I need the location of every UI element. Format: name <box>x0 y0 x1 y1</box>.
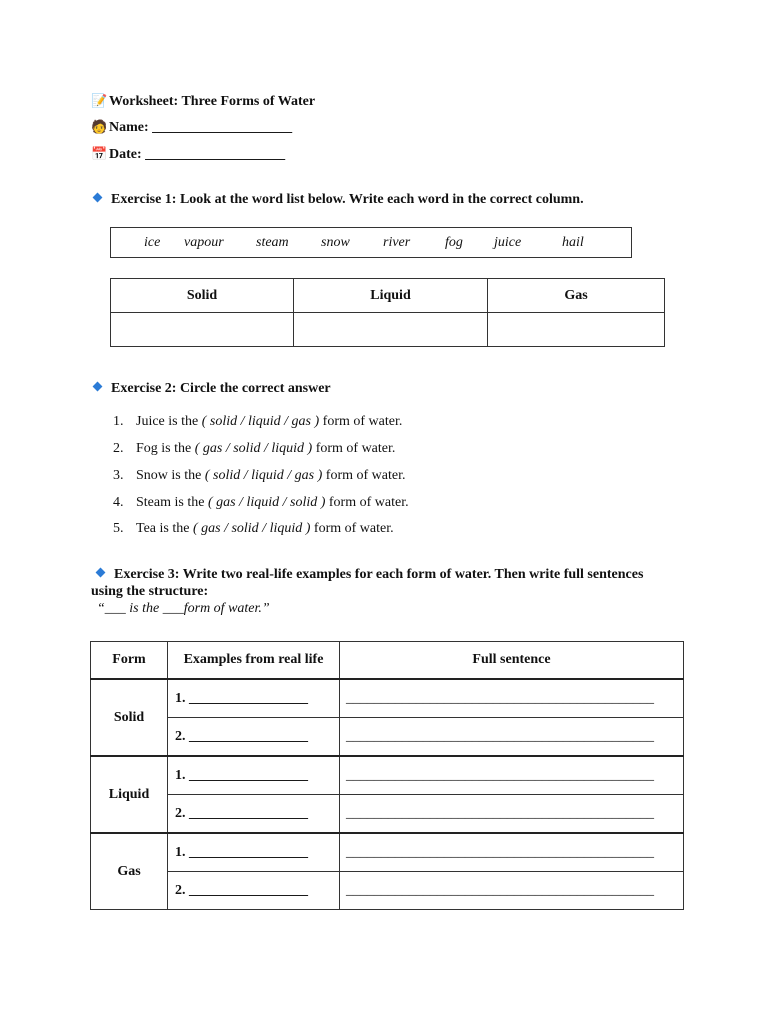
example-blank[interactable]: 1. _________________ <box>168 756 340 795</box>
sentence-blank[interactable]: ____________________________________________ <box>340 756 684 795</box>
word-item: juice <box>494 235 522 250</box>
sentence-blank[interactable]: ____________________________________________ <box>340 872 684 910</box>
bullet-icon <box>96 568 106 578</box>
examples-table <box>90 641 684 910</box>
word-item: hail <box>562 235 584 250</box>
answer-cell-solid[interactable] <box>111 313 294 347</box>
word-item: snow <box>321 235 350 250</box>
header-form: Form <box>91 642 168 680</box>
answer-cell-liquid[interactable] <box>294 313 488 347</box>
column-header-liquid: Liquid <box>294 279 488 313</box>
sort-table <box>110 278 665 347</box>
word-item: river <box>383 235 411 250</box>
sentence-blank[interactable]: ____________________________________________ <box>340 795 684 834</box>
example-blank[interactable]: 2. _________________ <box>168 872 340 910</box>
bullet-icon <box>93 193 103 203</box>
form-label-liquid: Liquid <box>91 756 168 833</box>
word-item: vapour <box>184 235 224 250</box>
name-line[interactable]: 🧑 Name: ____________________ <box>91 120 293 135</box>
sentence-blank[interactable]: ____________________________________________ <box>340 679 684 718</box>
worksheet-title: 📝 Worksheet: Three Forms of Water <box>91 94 316 109</box>
answer-cell-gas[interactable] <box>488 313 665 347</box>
word-item: ice <box>144 235 161 250</box>
word-item: fog <box>445 235 463 250</box>
question-item[interactable]: 2. Fog is the ( gas / solid / liquid ) form of water. <box>113 441 396 456</box>
bullet-icon <box>93 382 103 392</box>
example-blank[interactable]: 1. _________________ <box>168 679 340 718</box>
memo-icon: 📝 <box>91 94 108 109</box>
header-sentence: Full sentence <box>340 642 684 680</box>
word-item: steam <box>256 235 289 250</box>
form-label-gas: Gas <box>91 833 168 910</box>
answer-choices[interactable]: ( gas / solid / liquid ) <box>194 441 313 456</box>
form-label-solid: Solid <box>91 679 168 756</box>
date-line[interactable]: 📅 Date: ____________________ <box>91 147 286 162</box>
column-header-solid: Solid <box>111 279 294 313</box>
exercise1-title: Exercise 1: Look at the word list below. Write each word in the correct column. <box>94 192 584 208</box>
answer-choices[interactable]: ( gas / liquid / solid ) <box>207 495 326 510</box>
column-header-gas: Gas <box>488 279 665 313</box>
example-blank[interactable]: 1. _________________ <box>168 833 340 872</box>
sentence-blank[interactable]: ____________________________________________ <box>340 833 684 872</box>
answer-choices[interactable]: ( solid / liquid / gas ) <box>204 468 323 483</box>
student-icon: 🧑 <box>91 120 108 135</box>
header-examples: Examples from real life <box>168 642 340 680</box>
exercise3-title: Exercise 3: Write two real-life examples for each form of water. Then write full sentences using the structure: <box>91 567 644 599</box>
example-blank[interactable]: 2. _________________ <box>168 718 340 757</box>
word-list-box <box>110 227 632 258</box>
sentence-blank[interactable]: ____________________________________________ <box>340 718 684 757</box>
question-item[interactable]: 3. Snow is the ( solid / liquid / gas ) form of water. <box>113 468 406 483</box>
sentence-structure: “___ is the ___form of water.” <box>97 601 270 616</box>
example-blank[interactable]: 2. _________________ <box>168 795 340 834</box>
question-item[interactable]: 1. Juice is the ( solid / liquid / gas ) form of water. <box>113 414 403 429</box>
exercise2-title: Exercise 2: Circle the correct answer <box>94 381 331 397</box>
answer-choices[interactable]: ( solid / liquid / gas ) <box>201 414 320 429</box>
question-item[interactable]: 4. Steam is the ( gas / liquid / solid ) form of water. <box>113 495 409 510</box>
calendar-icon: 📅 <box>91 147 108 162</box>
answer-choices[interactable]: ( gas / solid / liquid ) <box>192 521 311 536</box>
question-item[interactable]: 5. Tea is the ( gas / solid / liquid ) form of water. <box>113 521 394 536</box>
